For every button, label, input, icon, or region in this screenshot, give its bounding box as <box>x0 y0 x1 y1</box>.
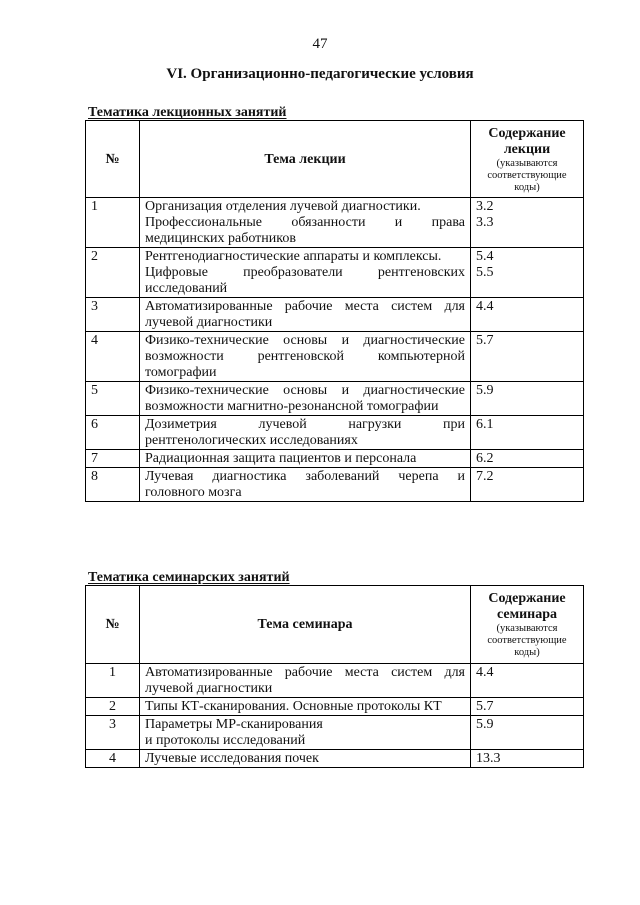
seminars-table-title: Тематика семинарских занятий <box>88 570 290 585</box>
row-code: 5.7 <box>476 699 494 714</box>
row-topic <box>140 382 471 416</box>
row-code: 6.1 <box>476 417 494 432</box>
table-row <box>86 332 584 382</box>
row-code: 4.4 <box>476 665 494 680</box>
table-row <box>86 664 584 698</box>
row-topic-line: Цифровые преобразователи рентгеновских исследований <box>145 265 465 296</box>
row-topic-line: Организация отделения лучевой диагностики. <box>145 199 421 214</box>
seminars-table <box>85 585 584 768</box>
table-row <box>86 750 584 768</box>
lectures-header-num: № <box>86 121 140 198</box>
row-number: 3 <box>86 298 140 332</box>
lectures-header-topic: Тема лекции <box>140 121 471 198</box>
row-codes <box>471 664 584 698</box>
row-codes <box>471 298 584 332</box>
row-topic-line: Физико-технические основы и диагностические возможности магнитно-резонансной томографии <box>145 383 465 414</box>
lectures-header-content-note: (указываются соответствующие коды) <box>487 157 567 193</box>
row-topic <box>140 332 471 382</box>
row-code: 5.5 <box>476 265 494 280</box>
row-codes <box>471 332 584 382</box>
table-row <box>86 698 584 716</box>
row-number: 8 <box>86 468 140 502</box>
table-row <box>86 450 584 468</box>
row-code: 4.4 <box>476 299 494 314</box>
row-codes <box>471 750 584 768</box>
table-row <box>86 716 584 750</box>
row-topic-line: Рентгенодиагностические аппараты и комплексы. <box>145 249 442 264</box>
row-topic-line: Радиационная защита пациентов и персонала <box>145 451 417 466</box>
row-topic <box>140 248 471 298</box>
row-code: 5.7 <box>476 333 494 348</box>
row-topic <box>140 198 471 248</box>
row-codes <box>471 450 584 468</box>
row-number: 4 <box>86 750 140 768</box>
seminars-header-num: № <box>86 586 140 664</box>
row-code: 3.2 <box>476 199 494 214</box>
row-topic <box>140 664 471 698</box>
row-codes <box>471 248 584 298</box>
row-number: 7 <box>86 450 140 468</box>
table-row <box>86 382 584 416</box>
row-number: 5 <box>86 382 140 416</box>
row-code: 5.9 <box>476 383 494 398</box>
page-number: 47 <box>312 36 328 52</box>
lectures-header-content <box>471 121 584 198</box>
row-code: 13.3 <box>476 751 501 766</box>
lectures-table <box>85 120 584 502</box>
seminars-header-content <box>471 586 584 664</box>
row-code: 3.3 <box>476 215 494 230</box>
lectures-table-title: Тематика лекционных занятий <box>88 105 287 120</box>
table-row <box>86 198 584 248</box>
row-codes <box>471 382 584 416</box>
row-code: 6.2 <box>476 451 494 466</box>
row-codes <box>471 716 584 750</box>
row-topic <box>140 468 471 502</box>
row-topic-line: Дозиметрия лучевой нагрузки при рентгенологических исследованиях <box>145 417 465 448</box>
seminars-header-content-label: Содержание семинара <box>488 591 566 622</box>
row-code: 7.2 <box>476 469 494 484</box>
row-codes <box>471 198 584 248</box>
row-topic-line: Параметры МР-сканирования <box>145 717 323 732</box>
row-number: 2 <box>86 698 140 716</box>
row-codes <box>471 698 584 716</box>
row-topic-line: и протоколы исследований <box>145 733 306 748</box>
row-code: 5.9 <box>476 717 494 732</box>
seminars-header-content-note: (указываются соответствующие коды) <box>487 623 567 658</box>
table-row <box>86 298 584 332</box>
row-topic <box>140 450 471 468</box>
row-topic-line: Лучевые исследования почек <box>145 751 319 766</box>
seminars-table-body <box>86 664 584 768</box>
row-number: 1 <box>86 664 140 698</box>
table-row <box>86 248 584 298</box>
lectures-table-body <box>86 198 584 502</box>
seminars-header-topic: Тема семинара <box>140 586 471 664</box>
row-topic-line: Типы КТ-сканирования. Основные протоколы КТ <box>145 699 442 714</box>
row-code: 5.4 <box>476 249 494 264</box>
table-row <box>86 468 584 502</box>
row-topic <box>140 698 471 716</box>
row-topic-line: Автоматизированные рабочие места систем для лучевой диагностики <box>145 665 465 696</box>
row-topic-line: Лучевая диагностика заболеваний черепа и головного мозга <box>145 469 465 500</box>
row-topic-line: Профессиональные обязанности и права медицинских работников <box>145 215 465 246</box>
lectures-header-content-label: Содержание лекции <box>488 125 566 157</box>
row-topic-line: Автоматизированные рабочие места систем для лучевой диагностики <box>145 299 465 330</box>
row-topic <box>140 298 471 332</box>
table-row <box>86 416 584 450</box>
row-topic <box>140 416 471 450</box>
row-codes <box>471 468 584 502</box>
row-topic <box>140 750 471 768</box>
row-number: 6 <box>86 416 140 450</box>
row-number: 1 <box>86 198 140 248</box>
section-title: VI. Организационно-педагогические условия <box>166 66 474 82</box>
row-codes <box>471 416 584 450</box>
row-number: 4 <box>86 332 140 382</box>
row-number: 3 <box>86 716 140 750</box>
row-topic-line: Физико-технические основы и диагностические возможности рентгеновской компьютерной томографии <box>145 333 465 380</box>
row-topic <box>140 716 471 750</box>
row-number: 2 <box>86 248 140 298</box>
